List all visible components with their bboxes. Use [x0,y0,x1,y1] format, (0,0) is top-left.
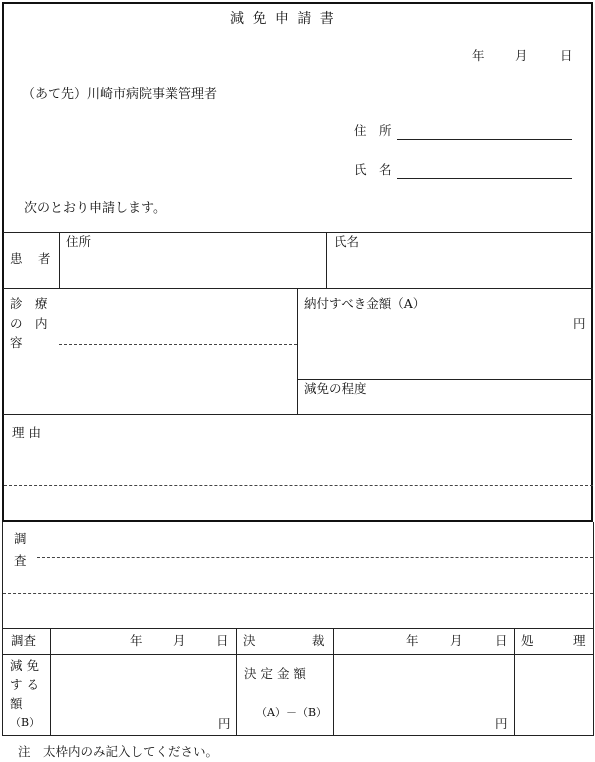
divider [3,288,593,289]
applicant-name-field[interactable] [397,178,572,179]
amount-due-field[interactable] [300,314,568,374]
reduce-yen: 円 [218,716,231,731]
applicant-address-field[interactable] [397,139,572,140]
patient-label-1: 患 [10,251,23,266]
divider [59,232,60,288]
treatment-content-field[interactable] [60,292,296,412]
divider [297,379,593,380]
reduction-degree-field[interactable] [300,398,590,412]
reduce-label-2: す る [10,677,39,692]
reduce-label-4: （B） [10,716,41,729]
divider [3,414,593,415]
divider [2,522,3,736]
divider [50,628,51,735]
dec-date-year: 年 [406,633,419,648]
patient-label-2: 者 [38,251,51,266]
patient-address-label: 住所 [66,234,92,249]
patient-name-field[interactable] [330,250,590,286]
intro-text: 次のとおり申請します。 [24,201,166,216]
reduce-label-1: 減 免 [10,658,39,673]
patient-name-label: 氏名 [334,234,360,249]
bottom-investigation-label: 調査 [11,633,37,648]
addressee: （あて先）川崎市病院事業管理者 [22,87,218,102]
formula-label: （A）－（B） [256,706,328,719]
treatment-label-2: の 内 [10,316,48,331]
date-day: 日 [560,48,573,63]
divider [326,232,327,288]
date-month: 月 [515,48,528,63]
inv-date-month: 月 [173,633,186,648]
reason-label: 理 由 [12,425,41,440]
divider [593,522,594,736]
divider [2,735,594,736]
investigation-dashed-line [37,557,593,558]
inv-date-day: 日 [216,633,229,648]
investigation-dashed-line-2 [3,593,593,594]
date-year: 年 [472,48,485,63]
applicant-address-label: 住 所 [354,123,392,138]
form-title: 減 免 申 請 書 [230,11,336,27]
applicant-name-label: 氏 名 [354,162,392,177]
dec-date-month: 月 [450,633,463,648]
disposal-label-1: 処 [521,633,534,648]
treatment-label-1: 診 療 [10,296,48,311]
amount-due-label: 納付すべき金額（A） [304,296,426,311]
dec-date-day: 日 [495,633,508,648]
reason-field[interactable] [60,420,588,515]
note: 注 太枠内のみ記入してください。 [18,744,219,759]
divider [333,628,334,735]
divider [2,628,594,629]
divider [236,628,237,735]
decided-amount-label: 決 定 金 額 [244,666,306,681]
treatment-label-3: 容 [10,335,23,350]
divider [514,628,515,735]
amount-due-yen: 円 [573,316,586,331]
patient-address-field[interactable] [62,250,324,286]
reduction-degree-label: 減免の程度 [304,381,367,396]
decision-label-2: 裁 [312,633,325,648]
reduce-label-3: 額 [10,696,23,711]
divider [3,232,593,233]
decided-yen: 円 [495,716,508,731]
divider [2,654,594,655]
investigation-label-1: 調 [14,531,27,546]
decision-label-1: 決 [243,633,256,648]
investigation-label-2: 査 [14,553,27,568]
disposal-label-2: 理 [573,633,586,648]
inv-date-year: 年 [130,633,143,648]
divider [297,288,298,414]
